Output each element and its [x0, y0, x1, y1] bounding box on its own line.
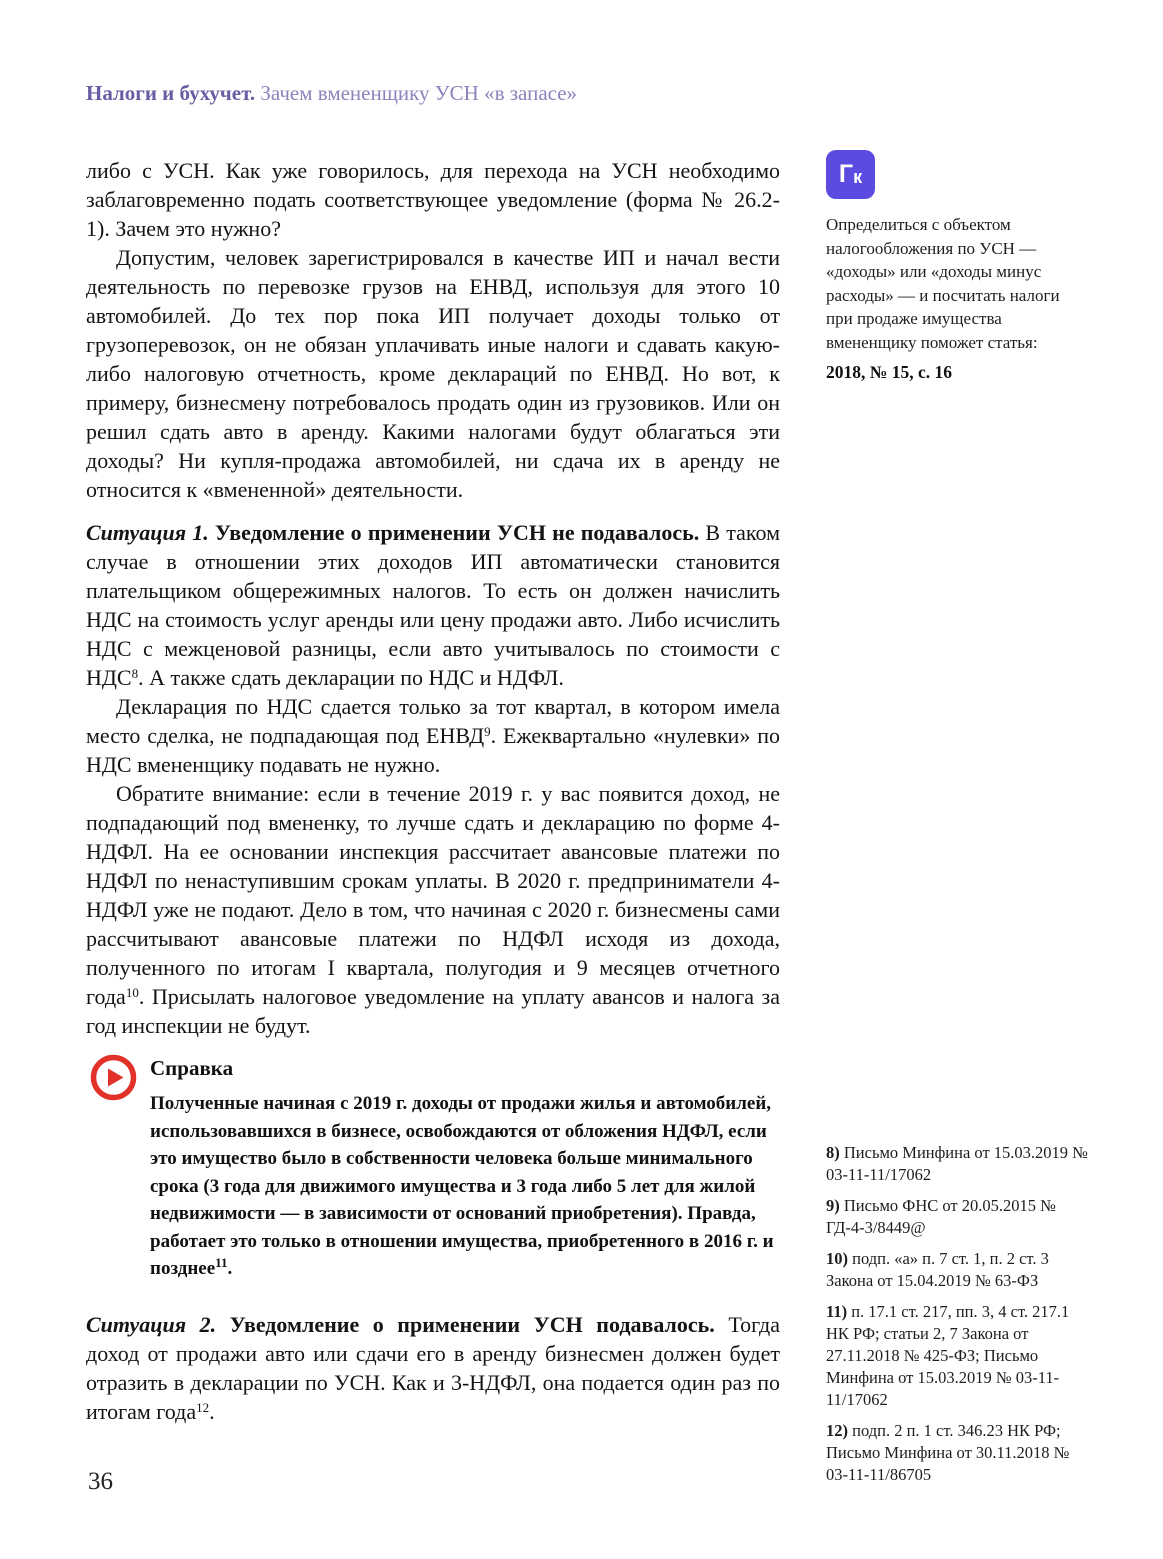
sidebar-article-ref: 2018, № 15, с. 16 — [826, 362, 952, 382]
footnote-12 — [826, 1420, 1094, 1486]
situation-2-text-cont: . — [209, 1399, 215, 1424]
situation-1-label: Ситуация 1. — [86, 520, 209, 545]
paragraph: Допустим, человек зарегистрировался в качестве ИП и начал вести деятельность по перевозке грузов на ЕНВД, используя для этого 10 автомобилей. До тех пор пока ИП получает доходы только от грузоперевозок, он не обязан уплачивать иные налоги и сдавать какую-либо налоговую отчетность, кроме деклараций по ЕНВД. Но вот, к примеру, бизнесмену потребовалось продать один из грузовиков. Или он решил сдать авто в аренду. Какими налогами будут облагаться эти доходы? Ни купля-продажа автомобилей, ни сдача их в аренду не относится к «вмененной» деятельности. — [86, 245, 780, 502]
logo-letter-g: Г — [838, 160, 854, 188]
running-header — [86, 80, 786, 106]
footnote-marker-8: 8 — [131, 666, 139, 681]
spravka-text-cont: . — [227, 1258, 233, 1279]
situation-1-text-cont: . А также сдать декларации по НДС и НДФЛ. — [138, 665, 564, 690]
footnote-number: 9) — [826, 1196, 840, 1215]
footnote-number: 10) — [826, 1249, 848, 1268]
footnote-number: 11) — [826, 1302, 848, 1321]
footnote-marker-12: 12 — [196, 1400, 210, 1415]
footnote-text: Письмо Минфина от 15.03.2019 № 03-11-11/17062 — [826, 1143, 1088, 1184]
paragraph-text: Обратите внимание: если в течение 2019 г. у вас появится доход, не подпадающий под вмененку, то лучше сдать и декларацию по форме 4-НДФЛ. На ее основании инспекция рассчитает авансовые платежи по НДФЛ по ненаступившим срокам уплаты. В 2020 г. предприниматели 4-НДФЛ уже не подают. Дело в том, что начиная с 2020 г. бизнесмены сами рассчитывают авансовые платежи по НДФЛ исходя из дохода, полученного по итогам I квартала, полугодия и 9 месяцев отчетного года — [86, 781, 780, 1009]
footnotes-block — [826, 1142, 1094, 1495]
spravka-body — [150, 1090, 778, 1283]
footnote-number: 8) — [826, 1143, 840, 1162]
play-icon — [90, 1054, 137, 1101]
glavkniga-logo-icon — [826, 150, 875, 199]
article-title: Зачем вмененщику УСН «в запасе» — [255, 81, 578, 105]
situation-1-paragraph — [86, 518, 780, 692]
footnote-marker-9: 9 — [484, 724, 491, 739]
situation-1-heading: Уведомление о применении УСН не подавалось. — [208, 520, 700, 545]
section-label: Налоги и бухучет. — [86, 81, 256, 105]
footnote-text: п. 17.1 ст. 217, пп. 3, 4 ст. 217.1 НК РФ; статьи 2, 7 Закона от 27.11.2018 № 425-ФЗ; Письмо Минфина от 15.03.2019 № 03-11-11/17062 — [826, 1302, 1070, 1409]
footnote-8 — [826, 1142, 1094, 1186]
footnote-text: Письмо ФНС от 20.05.2015 № ГД-4-3/8449@ — [826, 1196, 1056, 1237]
footnote-marker-11: 11 — [215, 1255, 228, 1270]
logo-letter-k: к — [853, 167, 863, 187]
spravka-title: Справка — [150, 1056, 234, 1080]
sidebar — [826, 150, 1090, 384]
paragraph-text: Декларация по НДС сдается только за тот квартал, в котором имела место сделка, не подпадающая под ЕНВД — [86, 694, 780, 748]
situation-2-paragraph — [86, 1310, 780, 1426]
situation-2-text: Тогда доход от продажи авто или сдачи его в аренду бизнесмен должен будет отразить в декларации по УСН. Как и 3-НДФЛ, она подается один раз по итогам года — [86, 1312, 780, 1424]
footnote-9 — [826, 1195, 1094, 1239]
paragraph-text-cont: . Присылать налоговое уведомление на уплату авансов и налога за год инспекции не будут. — [86, 984, 780, 1038]
situation-2-heading: Уведомление о применении УСН подавалось. — [216, 1312, 715, 1337]
footnote-number: 12) — [826, 1421, 848, 1440]
footnote-marker-10: 10 — [125, 985, 139, 1000]
paragraph-text-cont: . Ежеквартально «нулевки» по НДС вмененщику подавать не нужно. — [86, 723, 780, 777]
paragraph: либо с УСН. Как уже говорилось, для перехода на УСН необходимо заблаговременно подать соответствующее уведомление (форма № 26.2-1). Зачем это нужно? — [86, 158, 780, 241]
sidebar-note: Определиться с объектом налогообложения по УСН — «доходы» или «доходы минус расходы» — и посчитать налоги при продаже имущества вмененщику поможет статья: — [826, 215, 1060, 352]
situation-2-label: Ситуация 2. — [86, 1312, 217, 1337]
spravka-text: Полученные начиная с 2019 г. доходы от продажи жилья и автомобилей, использовавшихся в бизнесе, освобождаются от обложения НДФЛ, если это имущество было в собственности человека больше минимального срока (3 года для движимого имущества и 3 года либо 5 лет для жилой недвижимости — в зависимости от оснований приобретения). Правда, работает это только в отношении имущества, приобретенного в 2016 г. и позднее — [150, 1093, 774, 1279]
article-column — [86, 156, 780, 1426]
paragraph — [86, 779, 780, 1040]
footnote-10 — [826, 1248, 1094, 1292]
paragraph — [86, 692, 780, 779]
footnote-text: подп. «а» п. 7 ст. 1, п. 2 ст. 3 Закона от 15.04.2019 № 63-ФЗ — [826, 1249, 1049, 1290]
footnote-11 — [826, 1301, 1094, 1411]
spravka-callout — [86, 1054, 780, 1284]
page-number: 36 — [88, 1468, 113, 1495]
footnote-text: подп. 2 п. 1 ст. 346.23 НК РФ; Письмо Минфина от 30.11.2018 № 03-11-11/86705 — [826, 1421, 1070, 1484]
situation-1-text: В таком случае в отношении этих доходов ИП автоматически становится плательщиком общережимных налогов. То есть он должен начислить НДС на стоимость услуг аренды или цену продажи авто. Либо исчислить НДС с межценовой разницы, если авто учитывалось по стоимости с НДС — [86, 520, 780, 690]
